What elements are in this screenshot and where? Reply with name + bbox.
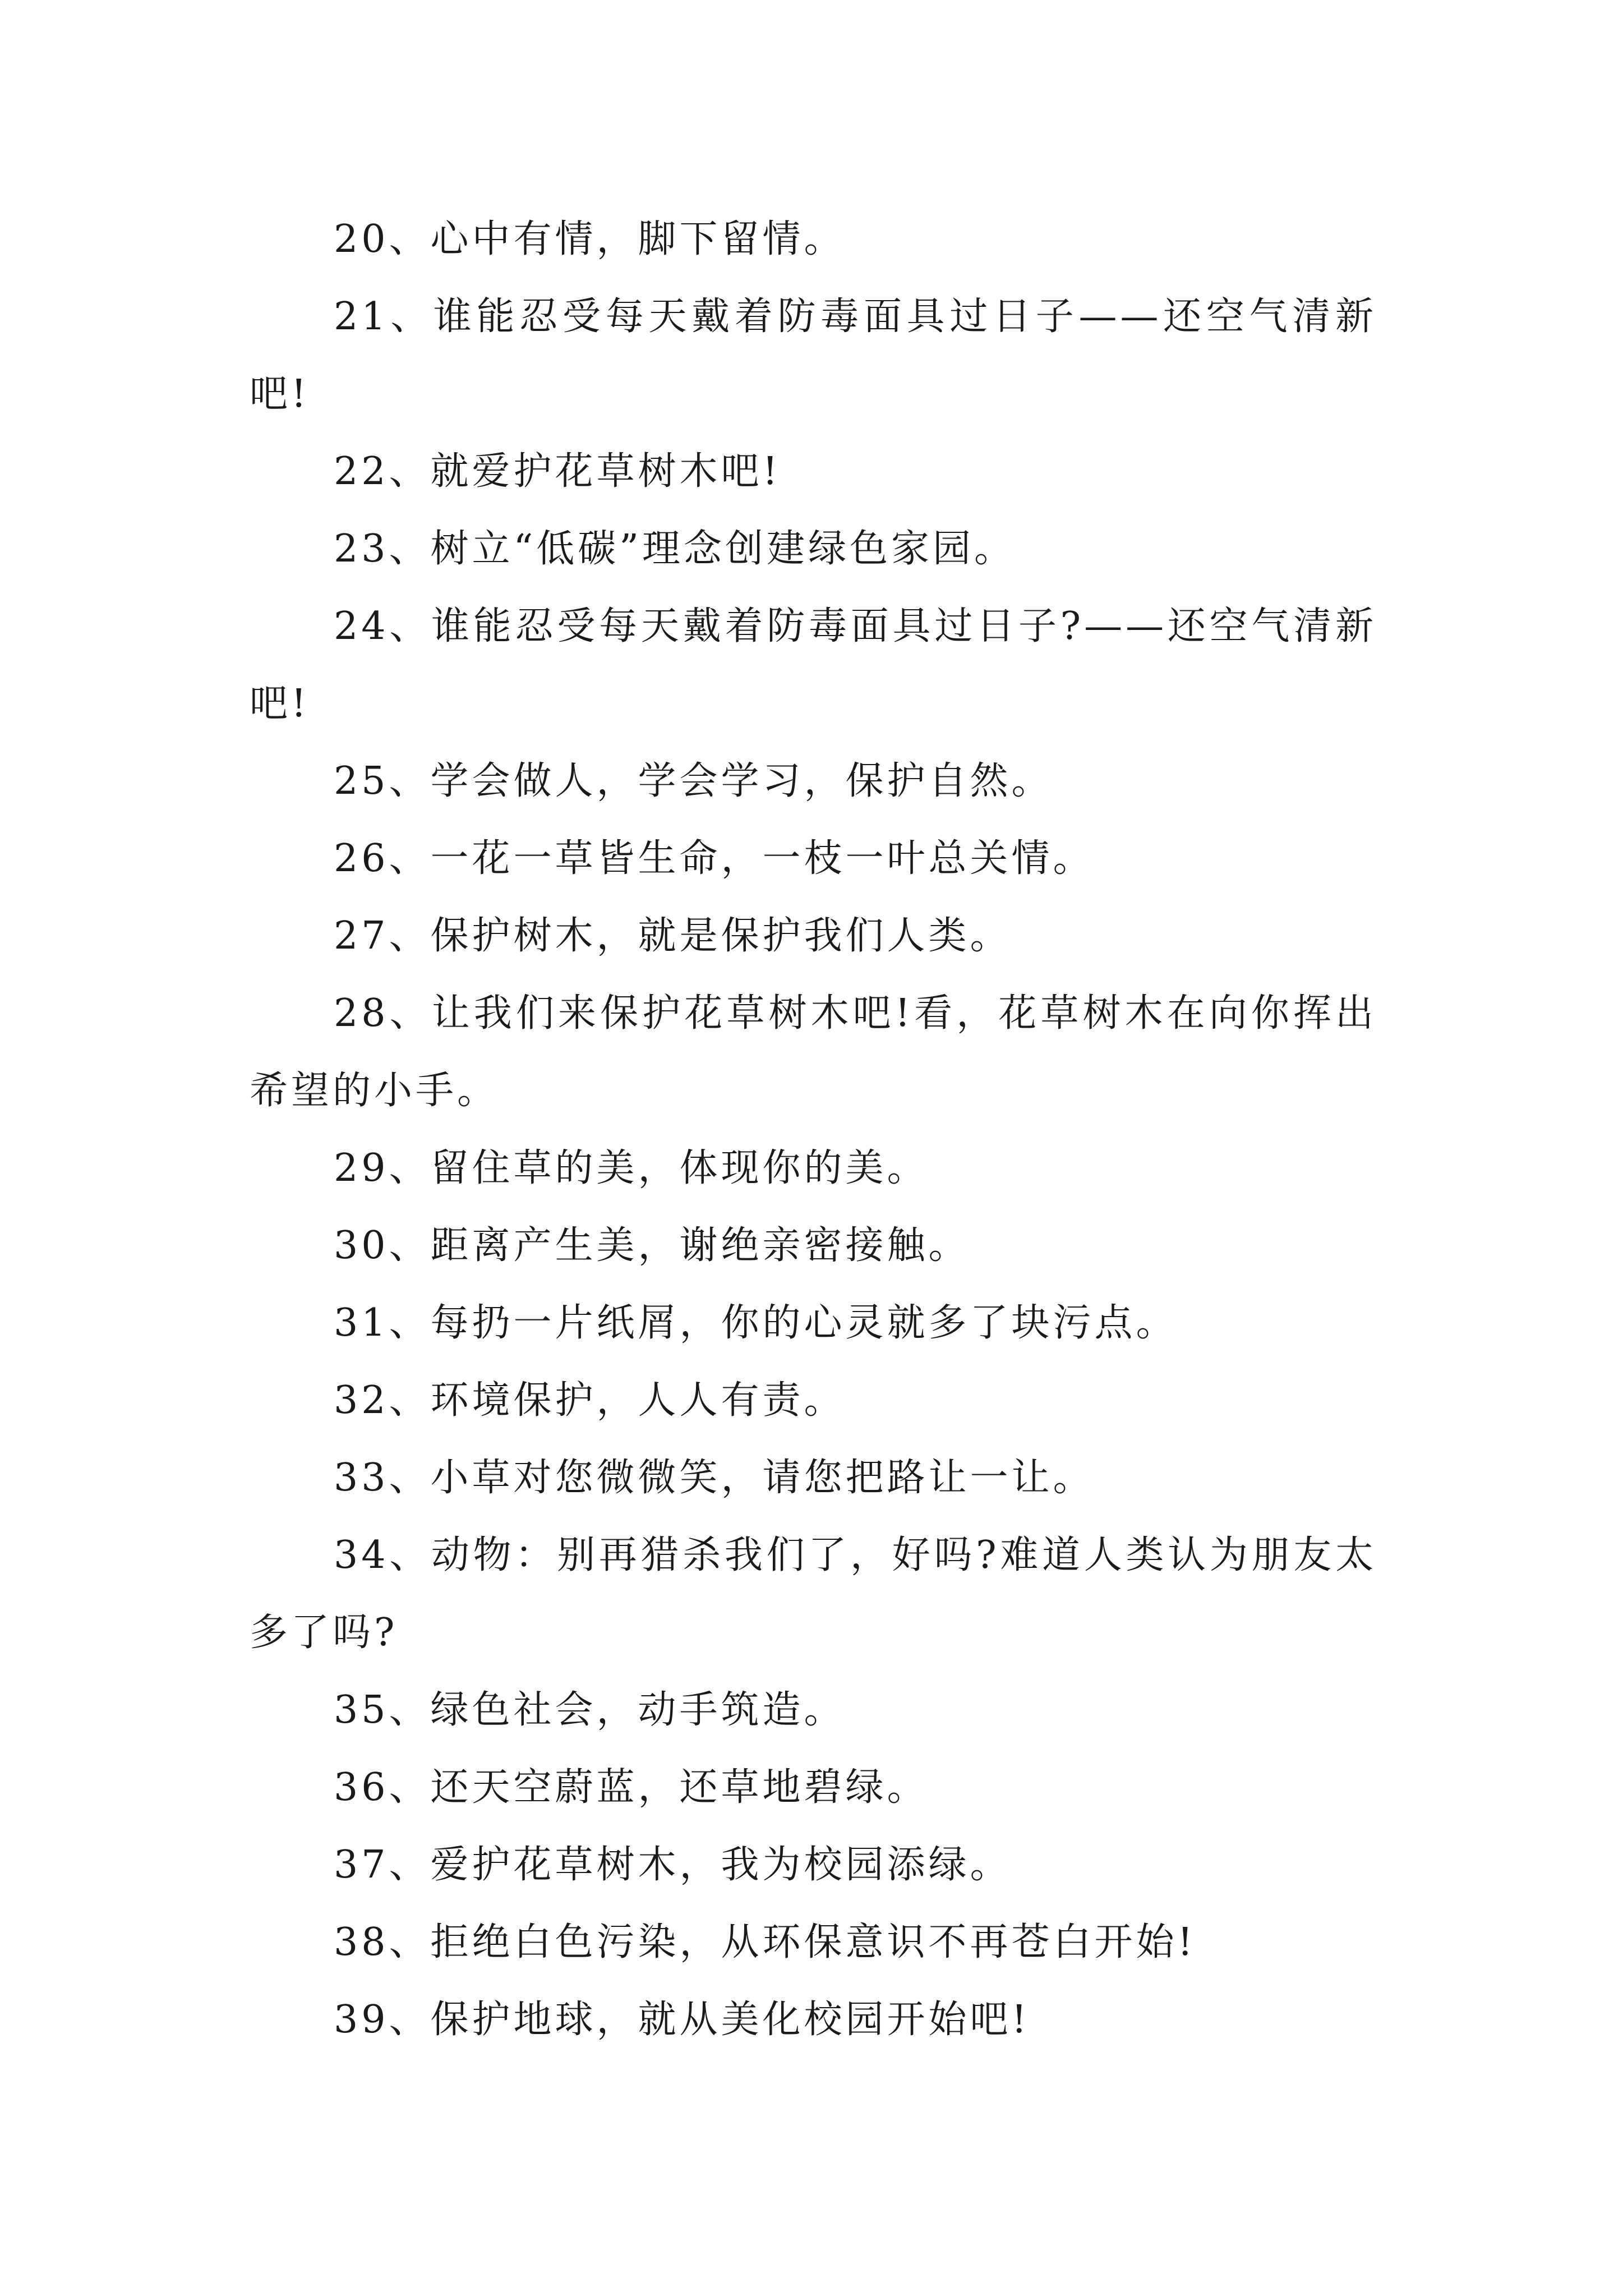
slogan-item-37: 37、爱护花草树木，我为校园添绿。 xyxy=(334,1843,1012,1887)
slogan-item-33: 33、小草对您微微笑，请您把路让一让。 xyxy=(334,1456,1095,1500)
slogan-item-26: 26、一花一草皆生命，一枝一叶总关情。 xyxy=(334,836,1095,881)
slogan-item-30: 30、距离产生美，谢绝亲密接触。 xyxy=(334,1223,970,1268)
slogan-item-31: 31、每扔一片纸屑，你的心灵就多了块污点。 xyxy=(334,1301,1178,1345)
slogan-item-24: 24、谁能忍受每天戴着防毒面具过日子?——还空气清新吧! xyxy=(250,604,1377,726)
document-body xyxy=(250,201,1377,2059)
slogan-item-35: 35、绿色社会，动手筑造。 xyxy=(334,1688,846,1732)
slogan-item-23: 23、树立“低碳”理念创建绿色家园。 xyxy=(334,527,1016,571)
slogan-item-34: 34、动物：别再猎杀我们了，好吗?难道人类认为朋友太多了吗? xyxy=(250,1533,1377,1655)
slogan-item-29: 29、留住草的美，体现你的美。 xyxy=(334,1146,929,1190)
slogan-item-36: 36、还天空蔚蓝，还草地碧绿。 xyxy=(334,1765,929,1810)
slogan-item-20: 20、心中有情，脚下留情。 xyxy=(334,217,846,261)
slogan-item-32: 32、环境保护，人人有责。 xyxy=(334,1378,846,1423)
slogan-item-38: 38、拒绝白色污染，从环保意识不再苍白开始! xyxy=(334,1920,1196,1964)
slogan-item-28: 28、让我们来保护花草树木吧!看，花草树木在向你挥出希望的小手。 xyxy=(250,991,1377,1113)
slogan-item-27: 27、保护树木，就是保护我们人类。 xyxy=(334,914,1012,958)
slogan-item-21: 21、谁能忍受每天戴着防毒面具过日子——还空气清新吧! xyxy=(250,295,1377,416)
slogan-item-39: 39、保护地球，就从美化校园开始吧! xyxy=(334,1998,1030,2042)
slogan-item-25: 25、学会做人，学会学习，保护自然。 xyxy=(334,759,1053,803)
slogan-item-22: 22、就爱护花草树木吧! xyxy=(334,449,781,494)
